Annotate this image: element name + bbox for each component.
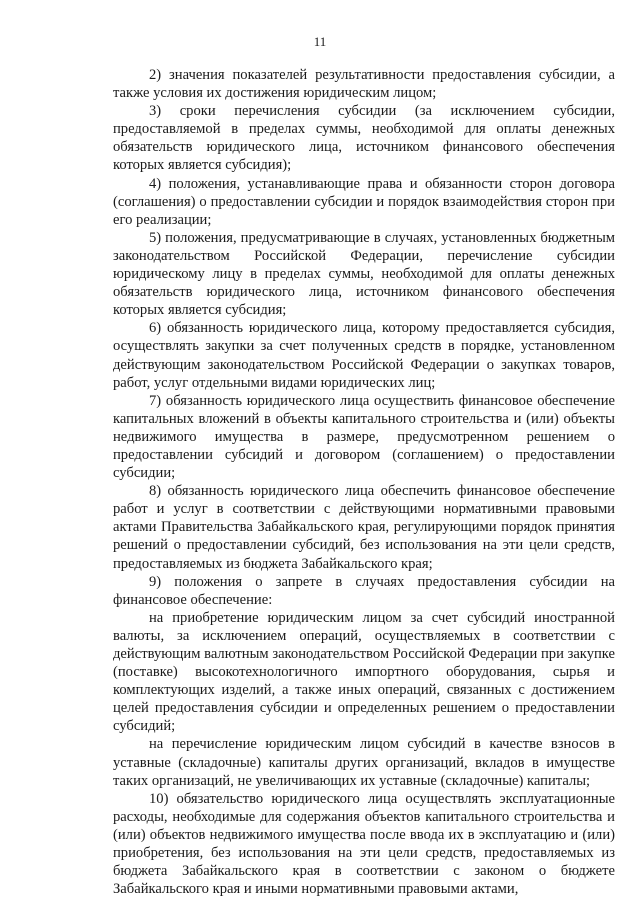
paragraph-item-2: 2) значения показателей результативности предоставления субсидии, а также условия их достижения юридическим лицом; — [113, 67, 615, 102]
paragraph-item-7: 7) обязанность юридического лица осуществить финансовое обеспечение капитальных вложений в объекты капитального строительства и (или) объекты недвижимого имущества в размере, предусмотренном решением о предоставлении субсидий и договором (соглашением) о предоставлении субсидии; — [113, 392, 615, 482]
document-body — [113, 66, 615, 898]
paragraph-item-3: 3) сроки перечисления субсидии (за исключением субсидии, предоставляемой в пределах суммы, необходимой для оплаты денежных обязательств юридического лица, источником финансового обеспечения которых является субсидия); — [113, 103, 615, 174]
paragraph-item-10: 10) обязательство юридического лица осуществлять эксплуатационные расходы, необходимые для содержания объектов капитального строительства и (или) объектов недвижимого имущества после ввода их в эксплуатацию и (или) приобретения, без использования на эти цели средств, предоставляемых из бюджета Забайкальского края в соответствии с законом о бюджете Забайкальского края и иными нормативными правовыми актами, — [113, 790, 615, 898]
paragraph-subitem-currency: на приобретение юридическим лицом за счет субсидий иностранной валюты, за исключением операций, осуществляемых в соответствии с действующим валютным законодательством Российской Федерации при закупке (поставке) высокотехнологичного импортного оборудования, сырья и комплектующих изделий, а также иных операций, связанных с достижением целей предоставления субсидии и определенных решением о предоставлении субсидий; — [113, 609, 615, 735]
paragraph-item-9: 9) положения о запрете в случаях предоставления субсидии на финансовое обеспечение: — [113, 573, 615, 608]
paragraph-item-5: 5) положения, предусматривающие в случаях, установленных бюджетным законодательством Российской Федерации, перечисление субсидии юридическому лицу в пределах суммы, необходимой для оплаты денежных обязательств юридического лица, источником финансового обеспечения которых является субсидия; — [113, 229, 615, 319]
paragraph-item-8: 8) обязанность юридического лица обеспечить финансовое обеспечение работ и услуг в соответствии с действующими нормативными правовыми актами Правительства Забайкальского края, регулирующими порядок принятия решений о предоставлении субсидий, без использования на эти цели средств, предоставляемых из бюджета Забайкальского края; — [113, 483, 615, 572]
paragraph-item-6: 6) обязанность юридического лица, которому предоставляется субсидия, осуществлять закупки за счет полученных средств в порядке, установленном действующим законодательством Российской Федерации о закупках товаров, работ, услуг отдельными видами юридических лиц; — [113, 320, 615, 391]
page-number: 11 — [313, 34, 327, 49]
paragraph-subitem-capital: на перечисление юридическим лицом субсидий в качестве взносов в уставные (складочные) капиталы других организаций, вкладов в имуществе таких организаций, не увеличивающих их уставные (складочные) капиталы; — [113, 736, 615, 789]
paragraph-item-4: 4) положения, устанавливающие права и обязанности сторон договора (соглашения) о предоставлении субсидии и порядок взаимодействия сторон при его реализации; — [113, 175, 615, 228]
